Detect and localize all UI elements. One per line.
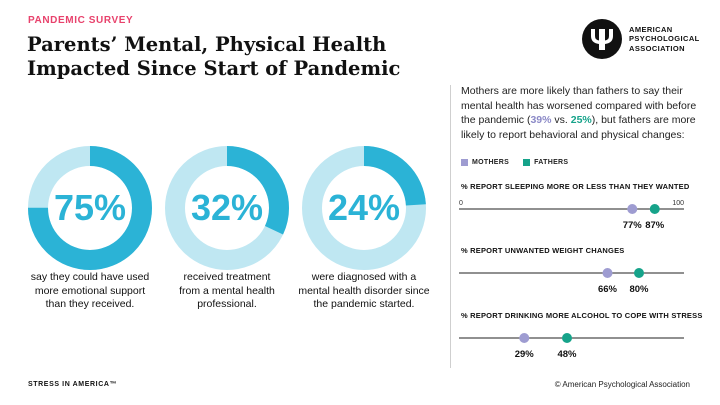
dot-row-svg — [455, 194, 695, 244]
psi-icon — [582, 19, 622, 59]
legend-label-mothers: MOTHERS — [472, 159, 510, 166]
dot-label-fathers: 48% — [557, 349, 577, 360]
donut-2 — [164, 145, 290, 271]
title-line-1: Parents’ Mental, Physical Health — [27, 33, 387, 56]
apa-logo — [582, 19, 700, 59]
logo-line-1: AMERICAN — [629, 24, 673, 34]
logo-text — [629, 25, 700, 54]
dot-label-mothers: 77% — [622, 220, 642, 231]
donut-caption-line: say they could have used — [30, 271, 150, 283]
donut-1 — [27, 145, 153, 271]
dot-mothers — [519, 333, 529, 343]
donut-caption-line: professional. — [197, 298, 257, 310]
page-title — [27, 33, 447, 81]
logo-line-3: ASSOCIATION — [629, 43, 685, 53]
donut-3 — [301, 145, 427, 271]
logo-line-2: PSYCHOLOGICAL — [629, 34, 700, 44]
dot-row-title: % REPORT DRINKING MORE ALCOHOL TO COPE WITH STRESS — [461, 311, 703, 320]
dot-mothers — [603, 268, 613, 278]
legend-item-mothers — [461, 159, 509, 166]
intro-part-2: ), but fathers are more likely to report behavioral and physical changes: — [461, 114, 696, 141]
donut-value: 24% — [327, 187, 401, 228]
dot-fathers — [650, 204, 660, 214]
legend-item-fathers — [523, 159, 568, 166]
legend — [461, 159, 582, 166]
donut-caption-line: from a mental health — [179, 284, 275, 297]
donut-caption — [294, 271, 434, 312]
dot-row-svg — [455, 323, 695, 373]
dot-row-title: % REPORT SLEEPING MORE OR LESS THAN THEY WANTED — [461, 182, 690, 191]
dot-fathers — [562, 333, 572, 343]
footer-copyright: © American Psychological Association — [554, 380, 690, 389]
dot-mothers — [627, 204, 637, 214]
donut-caption-line: than they received. — [45, 298, 135, 310]
dot-row-title: % REPORT UNWANTED WEIGHT CHANGES — [461, 246, 625, 255]
intro-vs: vs. — [551, 114, 571, 126]
dot-label-mothers: 29% — [514, 349, 534, 360]
donut-caption — [157, 271, 297, 312]
legend-swatch-mothers — [461, 159, 468, 166]
intro-text — [461, 84, 701, 142]
dot-label-fathers: 80% — [629, 284, 649, 295]
legend-swatch-fathers — [523, 159, 530, 166]
intro-mothers-value: 39% — [530, 114, 552, 126]
section-divider — [450, 85, 451, 368]
eyebrow: PANDEMIC SURVEY — [28, 15, 134, 26]
donut-value: 32% — [190, 187, 264, 228]
donut-caption-line: the pandemic started. — [313, 298, 415, 310]
intro-part-1: Mothers are more likely than fathers to say their mental health has worsened compared with before the pandemic ( — [461, 85, 697, 126]
intro-fathers-value: 25% — [570, 114, 592, 126]
donut-caption-line: were diagnosed with a — [311, 271, 417, 283]
donut-caption-line: received treatment — [183, 271, 271, 283]
dot-label-mothers: 66% — [597, 284, 618, 295]
dot-fathers — [634, 268, 644, 278]
donut-caption-line: more emotional support — [34, 284, 146, 297]
dot-row-svg — [455, 258, 695, 308]
title-line-2: Impacted Since Start of Pandemic — [27, 57, 401, 80]
donut-caption — [20, 271, 160, 312]
legend-label-fathers: FATHERS — [534, 159, 569, 166]
donut-value: 75% — [53, 187, 127, 228]
donut-caption-line: mental health disorder since — [298, 284, 430, 297]
footer-brand: STRESS IN AMERICA™ — [28, 381, 118, 388]
axis-tick-label: 0 — [459, 200, 463, 207]
dot-label-fathers: 87% — [645, 220, 665, 231]
axis-tick-label: 100 — [672, 200, 684, 207]
